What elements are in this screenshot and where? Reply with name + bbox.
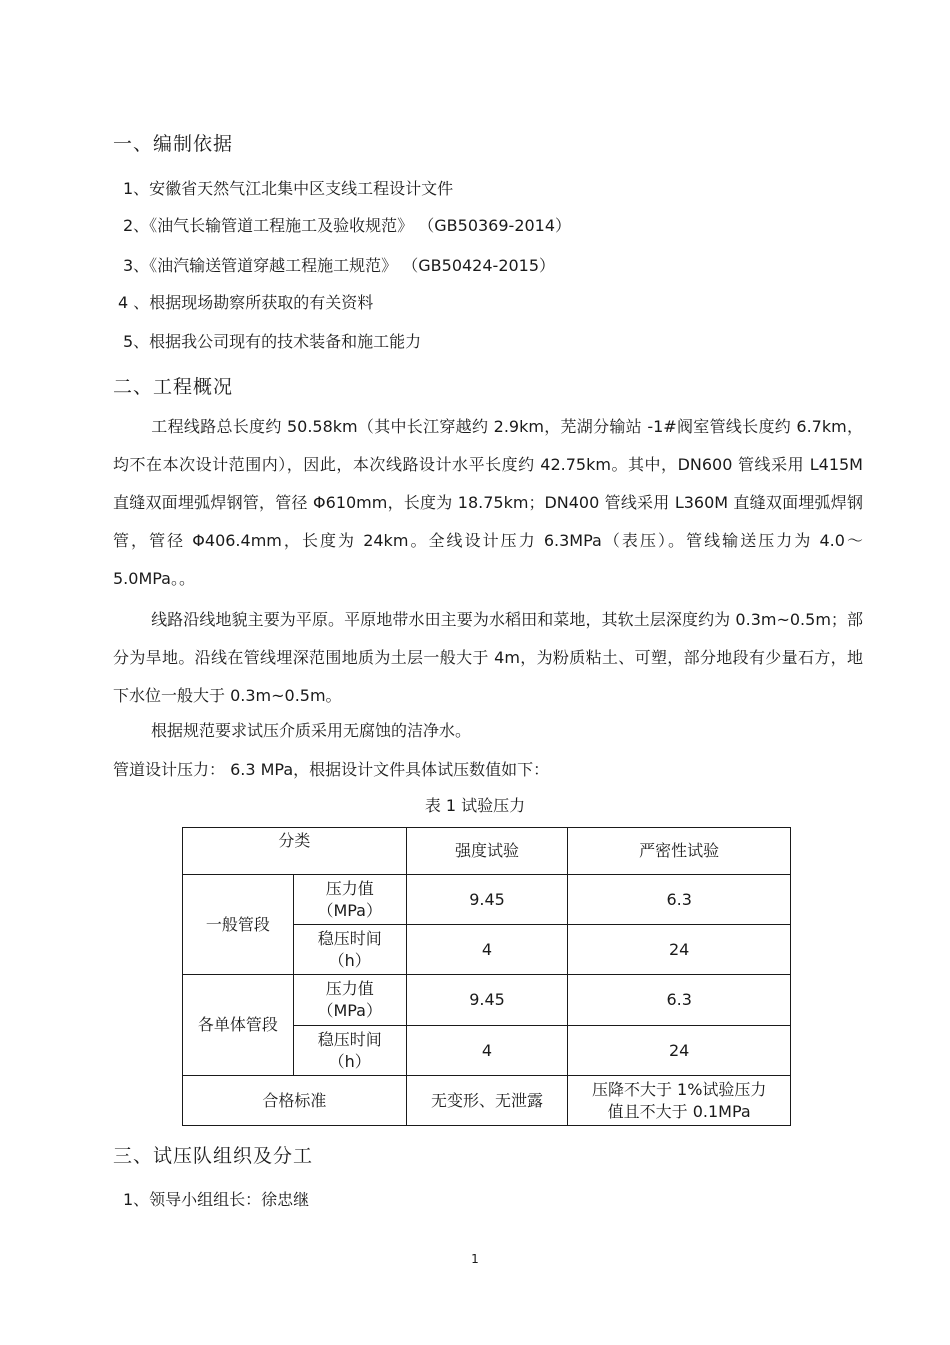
header-category: 分类 [183, 828, 407, 875]
basis-item-4: 4 、根据现场勘察所获取的有关资料 [118, 293, 374, 312]
strength-value: 9.45 [406, 875, 568, 925]
section-1-heading: 一、编制依据 [113, 133, 234, 155]
overview-paragraph-1 [113, 408, 863, 598]
overview-paragraph-1-text: 工程线路总长度约 50.58km（其中长江穿越约 2.9km，芜湖分输站 -1#阀室管线长度约 6.7km，均不在本次设计范围内），因此，本次线路设计水平长度约 42.75km。其中，DN600 管线采用 L415M 直缝双面埋弧焊钢管，管径 Φ610mm，长度为 18.75km；DN400 管线采用 L360M 直缝双面埋弧焊钢管，管径 Φ406.4mm，长度为 24km。全线设计压力 6.3MPa（表压）。管线输送压力为 4.0～5.0MPa。。 [113, 417, 863, 588]
tightness-value: 6.3 [568, 875, 791, 925]
team-item-1: 1、领导小组组长：徐忠继 [123, 1190, 310, 1209]
basis-item-2: 2、《油气长输管道工程施工及验收规范》 （GB50369-2014） [123, 216, 572, 235]
acceptance-label: 合格标准 [183, 1076, 407, 1126]
group-name: 一般管段 [183, 875, 294, 975]
table-row [183, 875, 791, 925]
header-strength-test: 强度试验 [406, 828, 568, 875]
row-label-unit: （h） [328, 1051, 371, 1071]
basis-item-3: 3、《油汽输送管道穿越工程施工规范》 （GB50424-2015） [123, 256, 556, 275]
strength-value: 9.45 [406, 975, 568, 1026]
section-3-heading: 三、试压队组织及分工 [113, 1145, 314, 1167]
header-tightness-test: 严密性试验 [568, 828, 791, 875]
row-label [293, 975, 406, 1026]
overview-paragraph-2-text: 线路沿线地貌主要为平原。平原地带水田主要为水稻田和菜地，其软土层深度约为 0.3m~0.5m；部分为旱地。沿线在管线埋深范围地质为土层一般大于 4m，为粉质粘土、可塑，部分地段有少量石方，地下水位一般大于 0.3m~0.5m。 [113, 610, 863, 705]
test-pressure-table [182, 827, 791, 1126]
test-medium-text: 根据规范要求试压介质采用无腐蚀的洁净水。 [151, 721, 472, 740]
tightness-value: 6.3 [568, 975, 791, 1026]
group-name: 各单体管段 [183, 975, 294, 1076]
row-label-unit: （MPa） [317, 900, 382, 920]
row-label-unit: （h） [328, 950, 371, 970]
overview-paragraph-2 [113, 601, 863, 715]
table-header-row [183, 828, 791, 875]
row-label-line: 稳压时间 [317, 928, 382, 948]
table-footer-row [183, 1076, 791, 1126]
strength-value: 4 [406, 1026, 568, 1076]
acceptance-tightness-line-2: 值且不大于 0.1MPa [607, 1101, 751, 1121]
row-label-line: 压力值 [325, 878, 374, 898]
row-label-line: 压力值 [325, 979, 374, 998]
table-row [183, 975, 791, 1026]
acceptance-strength: 无变形、无泄露 [406, 1076, 568, 1126]
row-label [293, 875, 406, 925]
strength-value: 4 [406, 925, 568, 975]
section-2-heading: 二、工程概况 [113, 376, 234, 398]
row-label [293, 1026, 406, 1076]
basis-item-5: 5、根据我公司现有的技术装备和施工能力 [123, 332, 422, 351]
design-pressure-text: 管道设计压力： 6.3 MPa，根据设计文件具体试压数值如下： [113, 760, 550, 779]
page-number: 1 [471, 1252, 479, 1266]
table-caption: 表 1 试验压力 [424, 796, 526, 815]
tightness-value: 24 [568, 925, 791, 975]
row-label-line: 稳压时间 [317, 1029, 382, 1049]
row-label-unit: （MPa） [317, 1001, 382, 1020]
acceptance-tightness [568, 1076, 791, 1126]
tightness-value: 24 [568, 1026, 791, 1076]
row-label [293, 925, 406, 975]
basis-item-1: 1、安徽省天然气江北集中区支线工程设计文件 [123, 179, 454, 198]
acceptance-tightness-line-1: 压降不大于 1%试验压力 [591, 1079, 767, 1099]
